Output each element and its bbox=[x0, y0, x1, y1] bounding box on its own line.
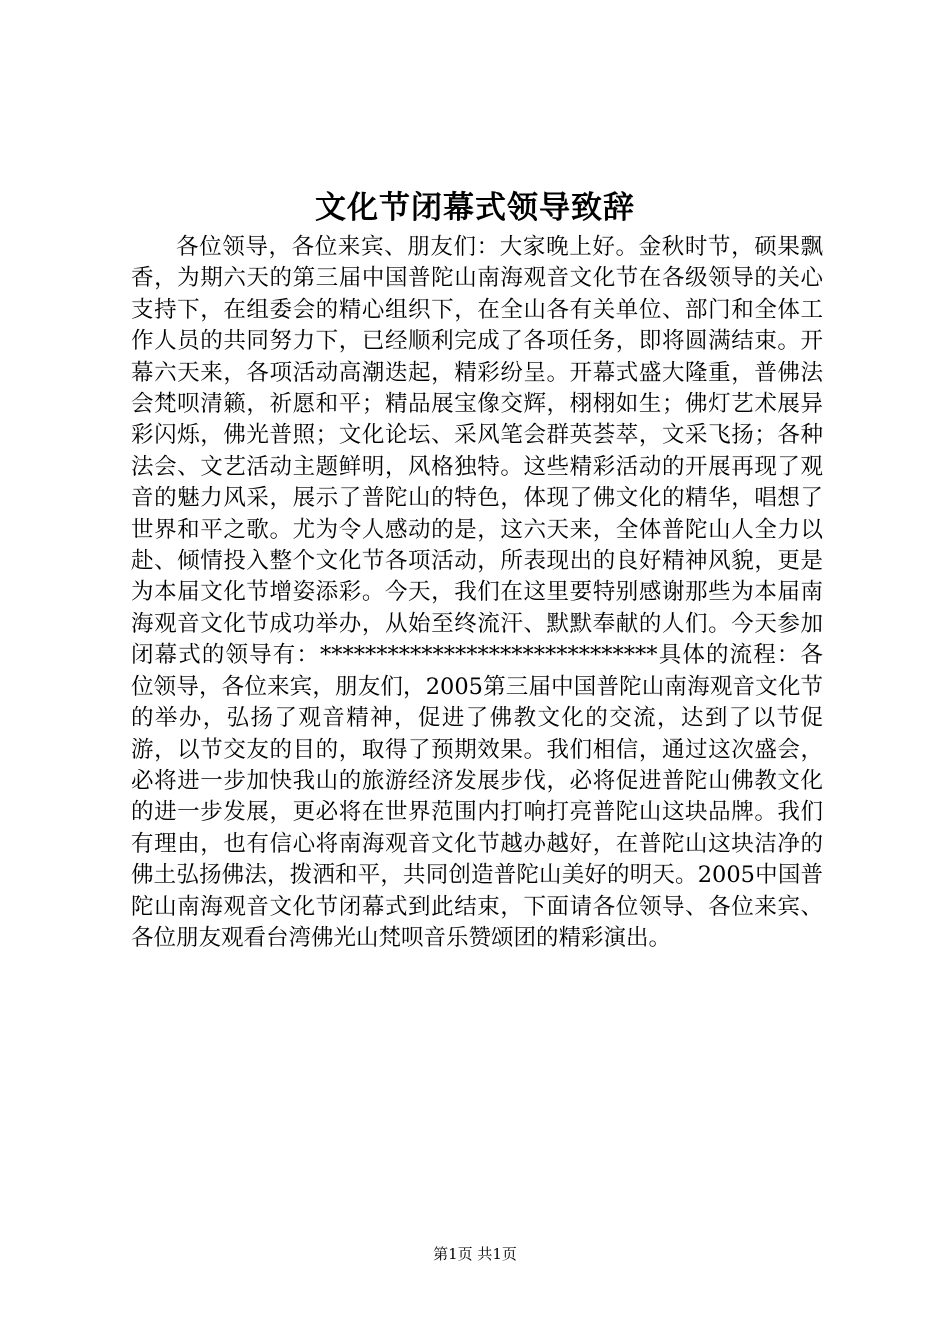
document-title: 文化节闭幕式领导致辞 bbox=[315, 190, 635, 226]
speech-body-paragraph: 各位领导，各位来宾、朋友们：大家晚上好。金秋时节，硕果飘香，为期六天的第三届中国普陀山南海观音文化节在各级领导的关心支持下，在组委会的精心组织下，在全山各有关单位、部门和全体工作人员的共同努力下，已经顺利完成了各项任务，即将圆满结束。开幕六天来，各项活动高潮迭起，精彩纷呈。开幕式盛大隆重，普佛法会梵呗清籁，祈愿和平；精品展宝像交辉，栩栩如生；佛灯艺术展异彩闪烁，佛光普照；文化论坛、采风笔会群英荟萃，文采飞扬；各种法会、文艺活动主题鲜明，风格独特。这些精彩活动的开展再现了观音的魅力风采，展示了普陀山的特色，体现了佛文化的精华，唱想了世界和平之歌。尤为令人感动的是，这六天来，全体普陀山人全力以赴、倾情投入整个文化节各项活动，所表现出的良好精神风貌，更是为本届文化节增姿添彩。今天，我们在这里要特别感谢那些为本届南海观音文化节成功举办，从始至终流汗、默默奉献的人们。今天参加闭幕式的领导有：******************************具体的流程：各位领导，各位来宾，朋友们，2005第三届中国普陀山南海观音文化节的举办，弘扬了观音精神，促进了佛教文化的交流，达到了以节促游，以节交友的目的，取得了预期效果。我们相信，通过这次盛会，必将进一步加快我山的旅游经济发展步伐，必将促进普陀山佛教文化的进一步发展，更必将在世界范围内打响打亮普陀山这块品牌。我们有理由，也有信心将南海观音文化节越办越好，在普陀山这块洁净的佛土弘扬佛法，拨洒和平，共同创造普陀山美好的明天。2005中国普陀山南海观音文化节闭幕式到此结束，下面请各位领导、各位来宾、各位朋友观看台湾佛光山梵呗音乐赞颂团的精彩演出。 bbox=[131, 234, 823, 951]
page-number-footer: 第1页 共1页 bbox=[433, 1245, 517, 1263]
